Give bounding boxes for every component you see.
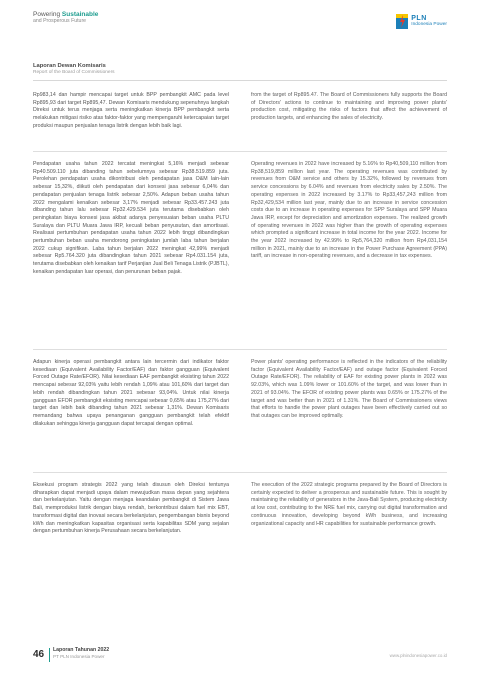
row-divider — [33, 472, 447, 473]
report-body — [33, 92, 447, 545]
paragraph-english: Operating revenues in 2022 have increased by 5.16% to Rp40,509,110 million from Rp38,519,859 million last year. The operating revenues was contributed by revenues from O&M service and others by 15.32%, followed by revenues from service concessions by 6.04% and revenues from electricity sales by 2.50%. The operating expenses in 2022 increased by 3.17% to Rp33,457,243 million from Rp32,429,534 million last year, mainly due to an increase in service concession costs due to an increase in operating expenses for SPP Suralaya and SPP Muara Jawa IRP, except for depreciation and amortization expenses. The realized growth of operating revenues in 2022 was higher than the growth of operating expenses which prompted a significant increase in total income for the year 2022. Income for the year 2022 increased by 42.99% to Rp5,764,320 million from Rp4,031,154 million in 2021, mainly due to an increase in the Power Purchase Agreement (PPA) tariff, an increase in non-operating revenues, and a decrease in tax expenses. — [251, 161, 447, 260]
logo-subtitle: Indonesia Power — [411, 22, 447, 28]
paragraph-row-strategy — [33, 482, 447, 536]
section-heading — [33, 63, 115, 75]
page-footer — [33, 645, 447, 665]
website-url[interactable]: www.plnindonesiapower.co.id — [389, 653, 447, 658]
paragraph-indonesian: Pendapatan usaha tahun 2022 tercatat meningkat 5,16% menjadi sebesar Rp40.509.110 juta dibanding tahun sebelumnya sebesar Rp38.519.859 juta. Perolehan pendapatan usaha dikontribusi oleh pendapatan jasa O&M lain-lain sebesar 15,32%, diikuti oleh pendapatan dari konsesi jasa sebesar 6,04% dan pendapatan penjualan tenaga listrik sebesar 2,50%. Adapun beban usaha tahun 2022 mengalami kenaikan sebesar 3,17% menjadi sebesar Rp33.457.243 juta dibanding tahun lalu sebesar Rp32.429.534 juta terutama disebabkan oleh peningkatan biaya konsesi jasa akibat adanya penyesuaian beban usaha PLTU Suralaya dan PLTU Muara Jawa IRP, kecuali beban penyusutan, dan amortisasi. Realisasi pertumbuhan pendapatan usaha tahun 2022 lebih tinggi dibandingkan pertumbuhan beban usaha mendorong peningkatan jumlah laba tahun berjalan 2022 cukup signifikan. Laba tahun berjalan 2022 meningkat 42,99% menjadi sebesar Rp5.764.320 juta dibandingkan tahun 2021 sebesar Rp4.031.154 juta, terutama disebabkan oleh kenaikan tarif Perjanjian Jual Beli Tenaga Listrik (PJBTL), kenaikan pendapatan luar operasi, dan penurunan beban pajak. — [33, 161, 229, 275]
paragraph-row-performance — [33, 359, 447, 463]
paragraph-indonesian: Adapun kinerja operasi pembangkit antara lain tercermin dari indikator faktor kesediaan (Equivalent Availability Factor/EAF) dan faktor gangguan (Equivalent Forced Outage Rate/EFOR). Nilai kesediaan EAF pembangkit eksisting tahun 2022 mencapai sebesar 92,03% yaitu lebih rendah 1,09% atau 101,60% dari target dan lebih rendah dibandingkan tahun 2021 sebesar 93,04%. Untuk nilai kinerja gangguan EFOR pembangkit eksisting mencapai sebesar 0,65% atau 175,27% dari target dan lebih baik dibanding tahun 2021 sebesar 1,31%. Dewan Komisaris memandang bahwa upaya penanganan gangguan pembangkit telah efektif dilakukan sehingga kinerja gangguan dapat tercapai dengan optimal. — [33, 359, 229, 427]
row-divider — [33, 151, 447, 152]
paragraph-row-achievement — [33, 92, 447, 142]
paragraph-english: from the target of Rp895.47. The Board of Commissioners fully supports the Board of Directors' actions to continue to maintaining and improving power plants' production cost, mitigating the risks of factors that affect the achievement of production targets, and enhancing the sales of electricity. — [251, 92, 447, 122]
section-subtitle: Report of the Board of Commissioners — [33, 70, 115, 75]
report-title: Laporan Tahunan 2022 — [53, 647, 110, 653]
brand-line2: and Prosperous Future — [33, 17, 87, 24]
title-divider — [33, 80, 447, 81]
logo-name: PLN — [411, 15, 427, 23]
brand-tagline — [33, 12, 98, 24]
company-logo — [396, 14, 447, 29]
paragraph-indonesian: Eksekusi program strategis 2022 yang telah disusun oleh Direksi tentunya diharapkan dapat menjadi upaya dalam mewujudkan masa depan yang sejahtera dan berkelanjutan. Yaitu dengan menjaga keandalan pembangkit di Sistem Jawa Bali, memproduksi listrik dengan biaya rendah, berkontribusi dalam fuel mix EBT, transformasi digital dan inovasi secara berkelanjutan, pengembangan bisnis beyond kWh dan meningkatkan kapasitas organisasi serta kapabilitas SDM yang sejalan dengan pertumbuhan kinerja Perusahaan secara berkelanjutan. — [33, 482, 229, 535]
brand-highlight: Sustainable — [61, 11, 99, 18]
paragraph-row-revenue — [33, 161, 447, 340]
page-header — [33, 12, 447, 40]
paragraph-english: Power plants' operating performance is reflected in the indicators of the reliability factor (Equivalent Availability Factor/EAF) and outage factor (Equivalent Forced Outage Rate/EFOR). The reliability of EAF for existing power plants in 2022 was 92.03%, which was 1.09% lower or 101.60% of the target, and was lower than in 2021 of 93.04%. The EFOR of existing power plants was 0.65% or 175.27% of the target and was better than in 2021 of 1.31%. The Board of Commissioners views that efforts to handle the power plant outages have been effectively carried out so that outages can be improved optimally. — [251, 359, 447, 419]
row-divider — [33, 349, 447, 350]
footer-separator — [49, 648, 50, 662]
section-title: Laporan Dewan Komisaris — [33, 63, 106, 69]
company-name: PT PLN Indonesia Power — [53, 653, 105, 659]
paragraph-indonesian: Rp983,14 dan hampir mencapai target untuk BPP pembangkit AMC pada level Rp895,93 dari target Rp895,47. Dewan Komisaris mendukung sepenuhnya langkah Direksi untuk terus menjaga serta meningkatkan kinerja BPP pembangkit serta melakukan mitigasi risiko atas faktor-faktor yang mempengaruhi ketercapaian target produksi maupun penjualan tenaga listrik dengan lebih baik lagi. — [33, 92, 229, 129]
page-number: 46 — [33, 649, 45, 660]
pln-lightning-logo-icon — [396, 14, 408, 29]
brand-prefix: Powering — [33, 11, 62, 18]
paragraph-english: The execution of the 2022 strategic programs prepared by the Board of Directors is certainly expected to deliver a prosperous and sustainable future. This is sought by maintaining the reliability of generators in the Java-Bali System, producing electricity at low cost, contributing to the NRE fuel mix, carrying out digital transformation and continuous innovation, developing beyond kWh business, and increasing organizational capacity and HR capabilities for sustainable performance growth. — [251, 482, 447, 527]
